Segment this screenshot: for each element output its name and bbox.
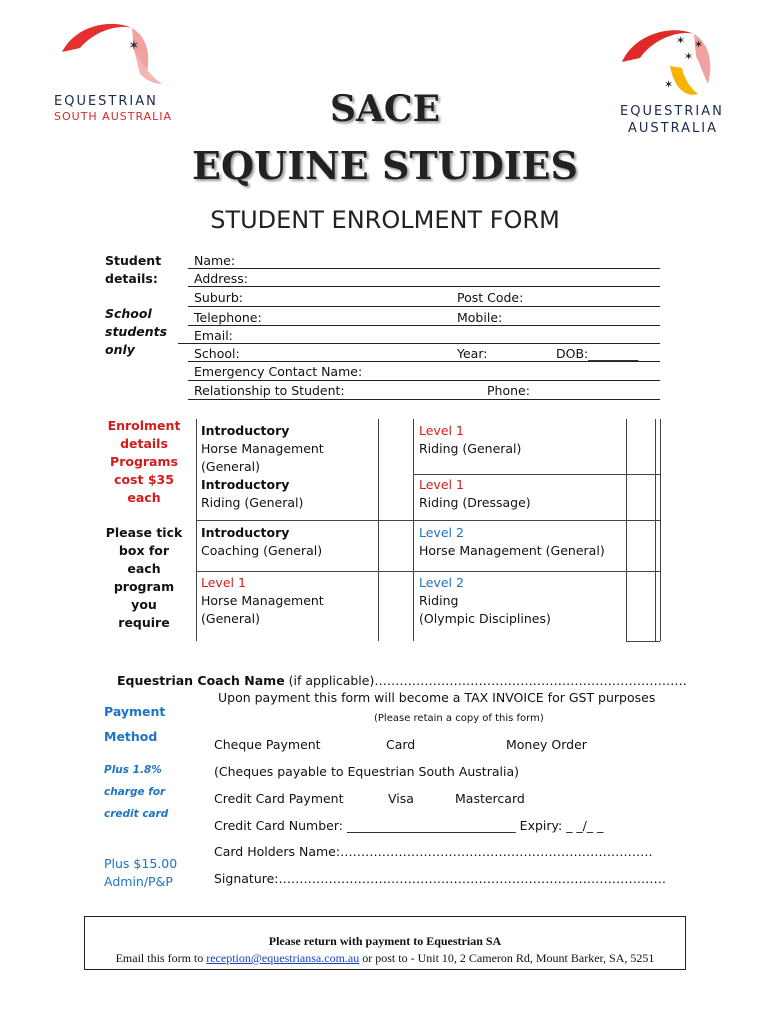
signature-field[interactable]: Signature:…………………………………………………………………………………: [214, 871, 667, 886]
surcharge-note-1: Plus 1.8%: [104, 764, 162, 776]
program-line: (Olympic Disciplines): [419, 611, 551, 626]
title-equine-studies: EQUINE STUDIES: [192, 143, 578, 188]
school-note-3: only: [105, 342, 135, 357]
logo-right-line2: AUSTRALIA: [628, 121, 718, 136]
phone-field[interactable]: Phone:: [487, 383, 530, 398]
retain-copy-note: (Please retain a copy of this form): [374, 713, 544, 724]
program-level: Introductory: [201, 525, 290, 540]
svg-text:✶: ✶: [664, 78, 674, 91]
program-level: Introductory: [201, 423, 290, 438]
surcharge-note-2: charge for: [104, 786, 166, 798]
program-intro-horse-mgmt: [201, 422, 324, 512]
year-field[interactable]: Year:: [457, 346, 488, 361]
form-subtitle: STUDENT ENROLMENT FORM: [210, 206, 560, 234]
card-holders-name-field[interactable]: Card Holders Name:…………………………………………………………………: [214, 844, 653, 859]
program-line: (General): [201, 459, 261, 474]
tick-note-4: program: [113, 579, 175, 594]
logo-left-line2: SOUTH AUSTRALIA: [54, 110, 173, 123]
cheques-payable-note: (Cheques payable to Equestrian South Australia): [214, 764, 519, 779]
tick-box-intro-horse-riding[interactable]: [380, 421, 412, 518]
surcharge-note-3: credit card: [104, 808, 169, 820]
enrolment-label-5: each: [127, 490, 161, 505]
title-sace: SACE: [329, 88, 441, 130]
cheque-payment-option[interactable]: Cheque Payment: [214, 737, 321, 752]
program-level: Level 2: [419, 575, 464, 590]
mobile-field[interactable]: Mobile:: [457, 310, 503, 325]
coach-name-field[interactable]: [117, 672, 687, 690]
program-line: (General): [201, 611, 261, 626]
email-prefix: Email this form to: [115, 951, 207, 965]
svg-text:✶: ✶: [676, 34, 686, 47]
program-l1-riding-general: [419, 422, 521, 458]
logo-right-line1: EQUESTRIAN: [620, 104, 724, 119]
program-l2-horse-mgmt: [419, 524, 605, 560]
return-instructions: Please return with payment to Equestrian SA: [268, 934, 502, 948]
enrolment-label-4: cost $35: [114, 472, 174, 487]
tick-box-l1-riding-dressage[interactable]: [628, 476, 654, 519]
tick-note-1: Please tick: [105, 525, 183, 540]
program-l2-riding-olympic: [419, 574, 551, 628]
school-note-1: School: [105, 306, 152, 321]
money-order-option[interactable]: Money Order: [506, 737, 587, 752]
program-line: Coaching (General): [201, 543, 323, 558]
enrolment-label-2: details: [120, 436, 168, 451]
horse-head-icon: [50, 14, 190, 89]
email-post-line: [85, 951, 685, 966]
tick-box-intro-coaching[interactable]: [380, 522, 412, 569]
visa-option[interactable]: Visa: [388, 791, 414, 806]
details-label: details:: [105, 271, 158, 286]
admin-fee-1: Plus $15.00: [104, 856, 178, 871]
tax-invoice-note: Upon payment this form will become a TAX INVOICE for GST purposes: [218, 690, 656, 705]
telephone-field[interactable]: Telephone:: [194, 310, 262, 325]
program-intro-coaching: [201, 524, 322, 560]
tick-note-2: box for: [118, 543, 170, 558]
program-line: Riding (General): [201, 495, 304, 510]
tick-box-l2-riding-olympic[interactable]: [628, 573, 654, 639]
tick-note-3: each: [127, 561, 161, 576]
program-line: Riding (General): [419, 441, 522, 456]
post-code-field[interactable]: Post Code:: [457, 290, 524, 305]
svg-text:✶: ✶: [684, 50, 694, 63]
school-field[interactable]: School:: [194, 346, 240, 361]
relationship-field[interactable]: Relationship to Student:: [194, 383, 345, 398]
tick-box-l2-horse-mgmt[interactable]: [628, 522, 654, 569]
program-line: Riding (Dressage): [419, 495, 531, 510]
emergency-contact-field[interactable]: Emergency Contact Name:: [194, 364, 363, 379]
program-level: Level 2: [419, 525, 464, 540]
program-line: Horse Management: [201, 593, 324, 608]
program-line: Riding: [419, 593, 459, 608]
tick-box-l1-horse-mgmt[interactable]: [380, 573, 412, 639]
program-level: Level 1: [419, 477, 464, 492]
post-address: or post to - Unit 10, 2 Cameron Rd, Mount Barker, SA, 5251: [359, 951, 655, 965]
program-l1-riding-dressage: [419, 476, 531, 512]
svg-text:✶: ✶: [128, 38, 140, 54]
enrolment-label-1: Enrolment: [107, 418, 181, 433]
payment-label: Payment: [104, 704, 166, 719]
method-label: Method: [104, 729, 158, 744]
program-level: Introductory: [201, 477, 290, 492]
program-level: Level 1: [419, 423, 464, 438]
return-info-box: [84, 916, 686, 970]
enrolment-label-3: Programs: [110, 454, 178, 469]
admin-fee-2: Admin/P&P: [104, 874, 173, 889]
svg-text:✶: ✶: [694, 38, 704, 51]
program-l1-horse-mgmt: [201, 574, 324, 628]
suburb-field[interactable]: Suburb:: [194, 290, 243, 305]
tick-note-5: you: [131, 597, 157, 612]
email-field[interactable]: Email:: [194, 328, 233, 343]
program-level: Level 1: [201, 575, 246, 590]
tick-box-l1-riding-general[interactable]: [628, 421, 654, 473]
coach-name-label: Equestrian Coach Name: [117, 673, 285, 688]
credit-card-payment-label: Credit Card Payment: [214, 791, 344, 806]
logo-left-line1: EQUESTRIAN: [54, 94, 158, 109]
school-note-2: students: [105, 324, 168, 339]
card-option[interactable]: Card: [386, 737, 416, 752]
email-link[interactable]: reception@equestriansa.com.au: [206, 951, 360, 965]
address-field[interactable]: Address:: [194, 271, 248, 286]
mastercard-option[interactable]: Mastercard: [455, 791, 525, 806]
credit-card-number-field[interactable]: Credit Card Number: ___________________________ Expiry: _ _/_ _: [214, 818, 604, 833]
name-field[interactable]: Name:: [194, 253, 236, 268]
program-line: Horse Management: [201, 441, 324, 456]
student-label: Student: [105, 253, 162, 268]
dob-field[interactable]: DOB:________: [556, 346, 639, 361]
program-line: Horse Management (General): [419, 543, 605, 558]
coach-name-rest: (if applicable)…………………………………………………………………: [284, 673, 687, 688]
tick-note-6: require: [118, 615, 170, 630]
